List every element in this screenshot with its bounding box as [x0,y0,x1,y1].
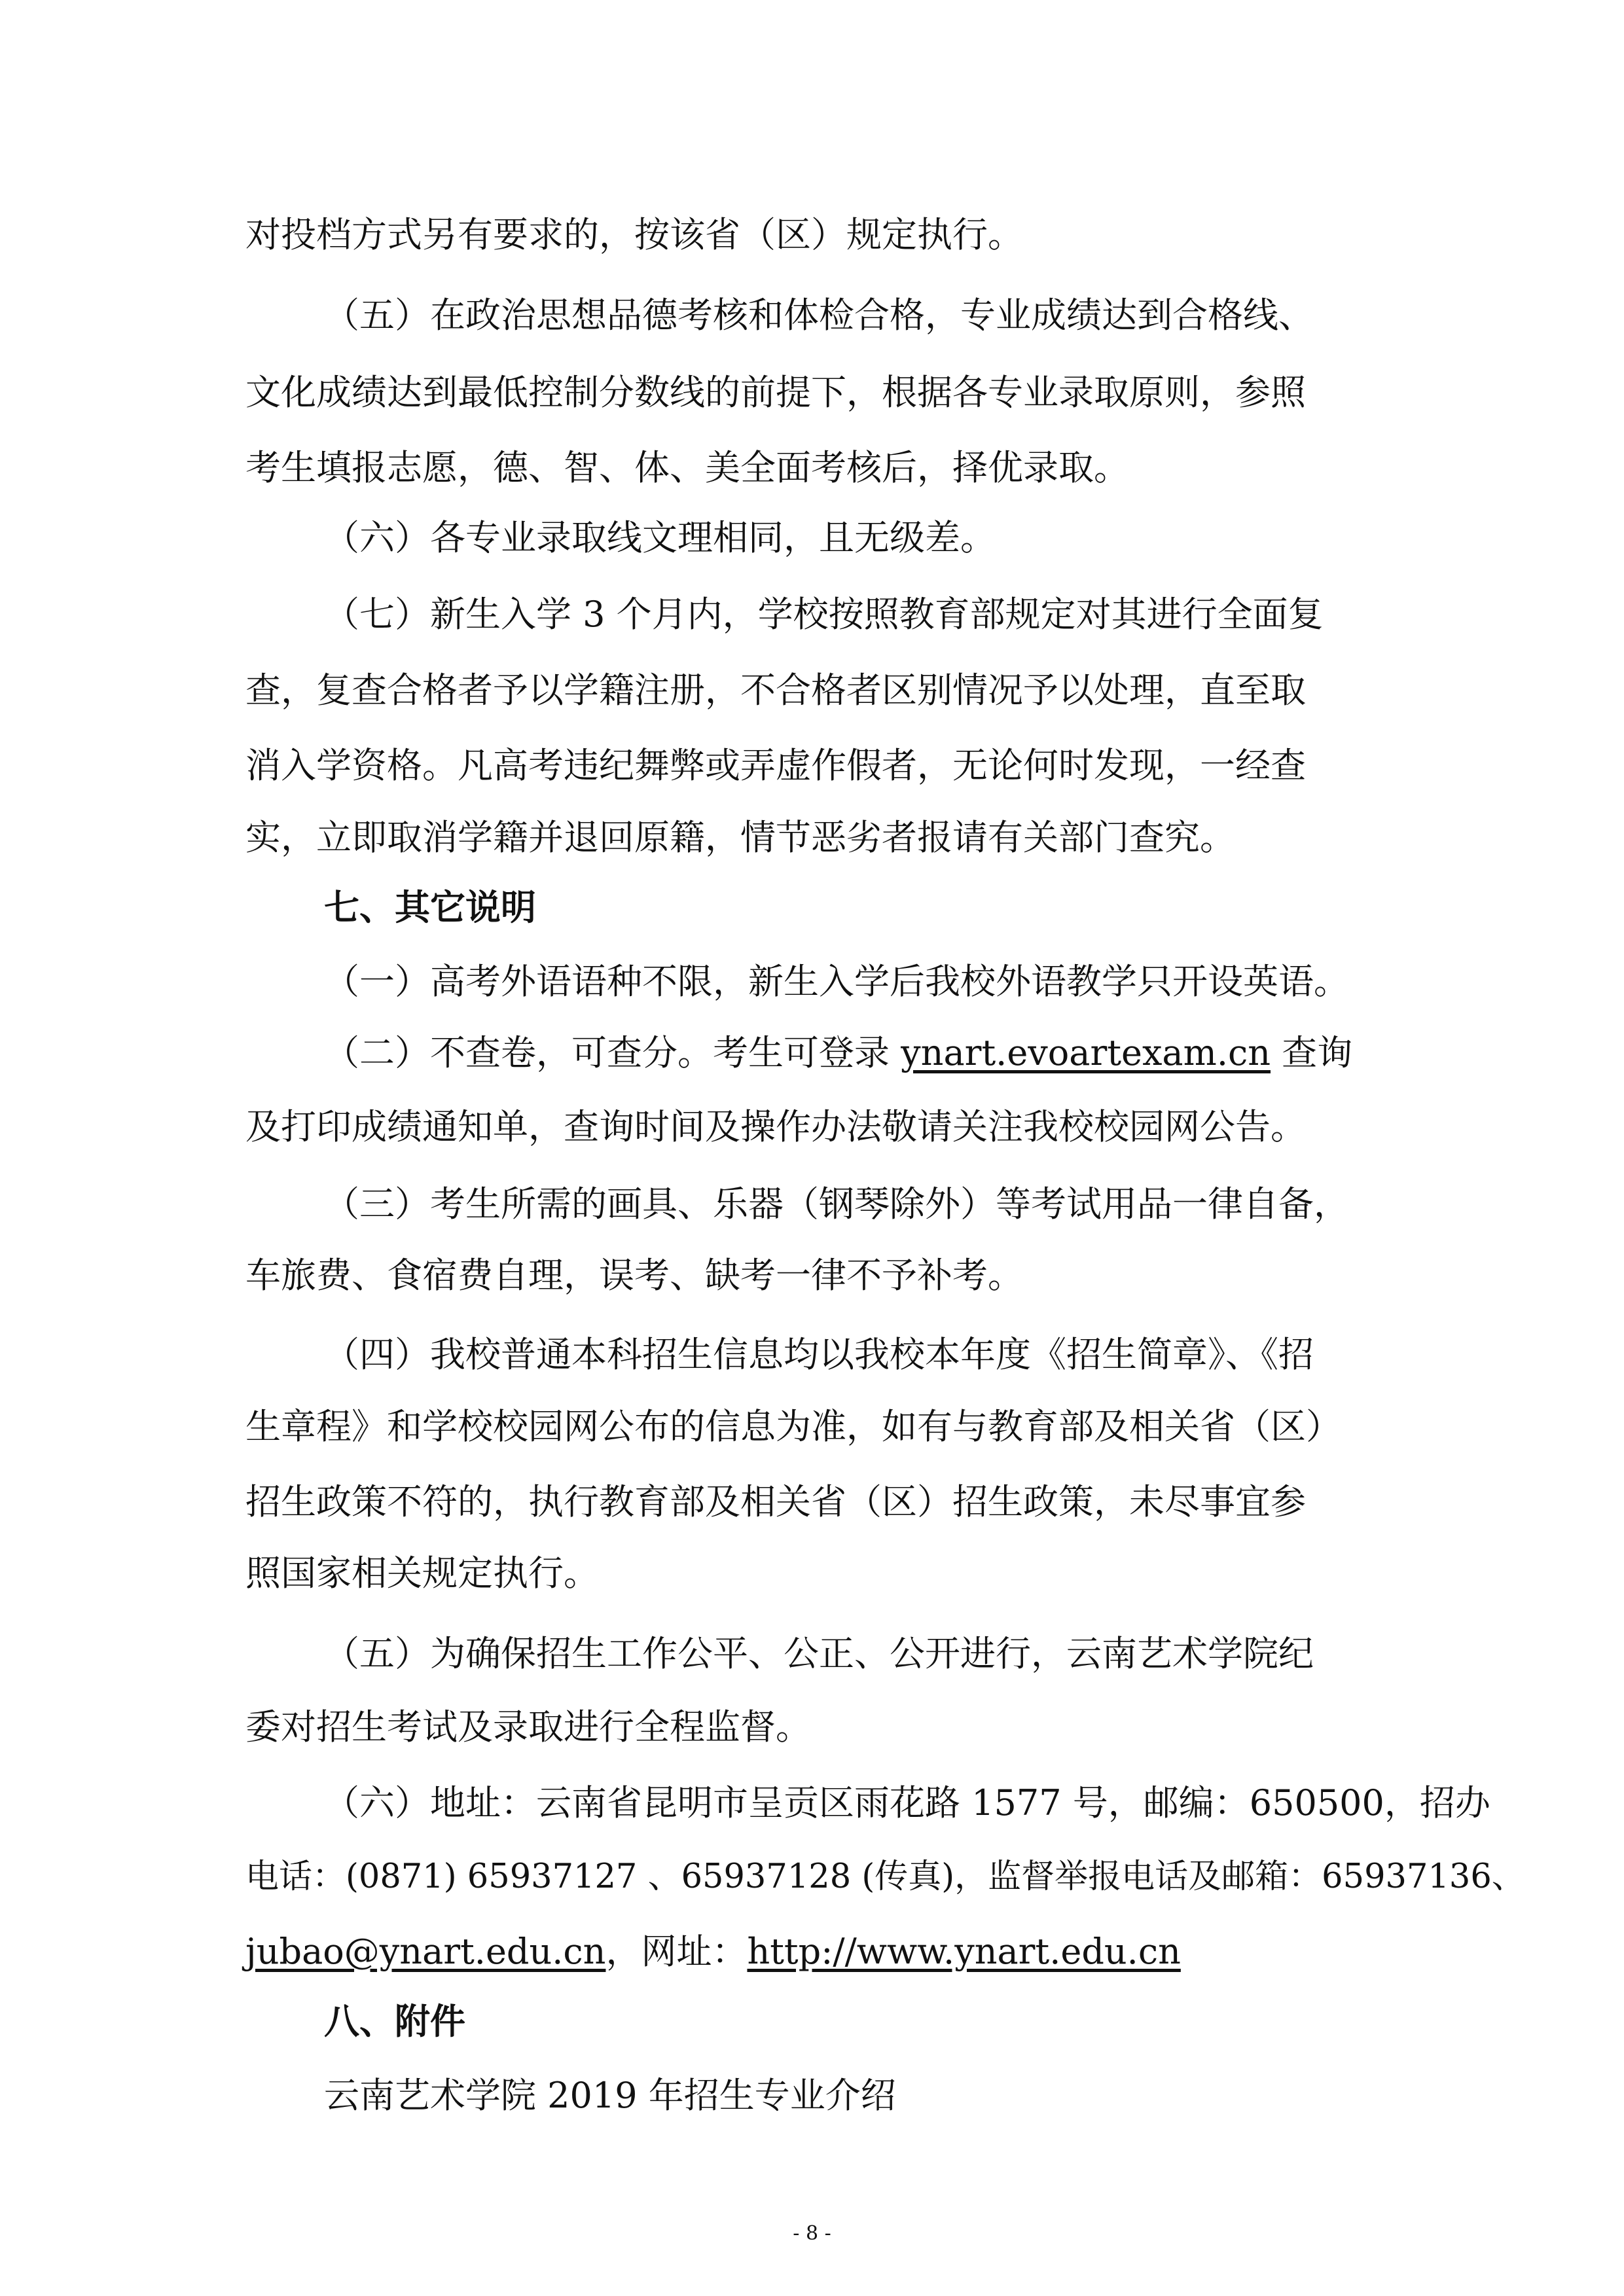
email-link[interactable]: jubao@ynart.edu.cn [245,1931,606,1972]
item-2 [324,1032,1353,1073]
page-number: - 8 - [793,2222,831,2245]
text-line: 考生填报志愿，德、智、体、美全面考核后，择优录取。 [245,447,1129,488]
text-segment: ，网址： [605,1931,748,1972]
paragraph-7: （七）新生入学 3 个月内，学校按照教育部规定对其进行全面复 [324,594,1324,635]
item-1: （一）高考外语语种不限，新生入学后我校外语教学只开设英语。 [324,961,1349,1002]
text-segment: 查询 [1271,1032,1353,1073]
text-line: 文化成绩达到最低控制分数线的前提下，根据各专业录取原则，参照 [245,372,1306,413]
paragraph-5: （五）在政治思想品德考核和体检合格，专业成绩达到合格线、 [324,295,1314,336]
item-5: （五）为确保招生工作公平、公正、公开进行，云南艺术学院纪 [324,1633,1314,1674]
text-line: 及打印成绩通知单，查询时间及操作办法敬请关注我校校园网公告。 [245,1106,1306,1147]
website-link[interactable]: http://www.ynart.edu.cn [747,1931,1181,1972]
item-4: （四）我校普通本科招生信息均以我校本年度《招生简章》、《招 [324,1334,1314,1375]
text-line: 生章程》和学校校园网公布的信息为准，如有与教育部及相关省（区） [245,1406,1341,1447]
attachment-title: 云南艺术学院 2019 年招生专业介绍 [324,2075,896,2116]
text-line: 消入学资格。凡高考违纪舞弊或弄虚作假者，无论何时发现，一经查 [245,745,1306,786]
text-line: 查，复查合格者予以学籍注册，不合格者区别情况予以处理，直至取 [245,670,1306,711]
exam-site-link[interactable]: ynart.evoartexam.cn [901,1032,1271,1073]
text-line [245,1931,1181,1972]
item-3: （三）考生所需的画具、乐器（钢琴除外）等考试用品一律自备， [324,1183,1349,1225]
text-line: 电话：(0871) 65937127 、65937128 (传真)，监督举报电话及邮箱：65937136、 [245,1857,1525,1896]
text-line: 招生政策不符的，执行教育部及相关省（区）招生政策，未尽事宜参 [245,1481,1306,1522]
paragraph-6: （六）各专业录取线文理相同，且无级差。 [324,517,996,558]
item-6: （六）地址：云南省昆明市呈贡区雨花路 1577 号，邮编：650500，招办 [324,1782,1490,1823]
text-segment: （二）不查卷，可查分。考生可登录 [324,1032,901,1073]
text-line: 实，立即取消学籍并退回原籍，情节恶劣者报请有关部门查究。 [245,817,1235,858]
text-line: 照国家相关规定执行。 [245,1552,599,1594]
section-heading-7: 七、其它说明 [324,887,536,928]
section-heading-8: 八、附件 [324,2001,465,2042]
text-line: 委对招生考试及录取进行全程监督。 [245,1706,811,1748]
text-line: 对投档方式另有要求的，按该省（区）规定执行。 [245,214,1023,255]
text-line: 车旅费、食宿费自理，误考、缺考一律不予补考。 [245,1255,1023,1296]
